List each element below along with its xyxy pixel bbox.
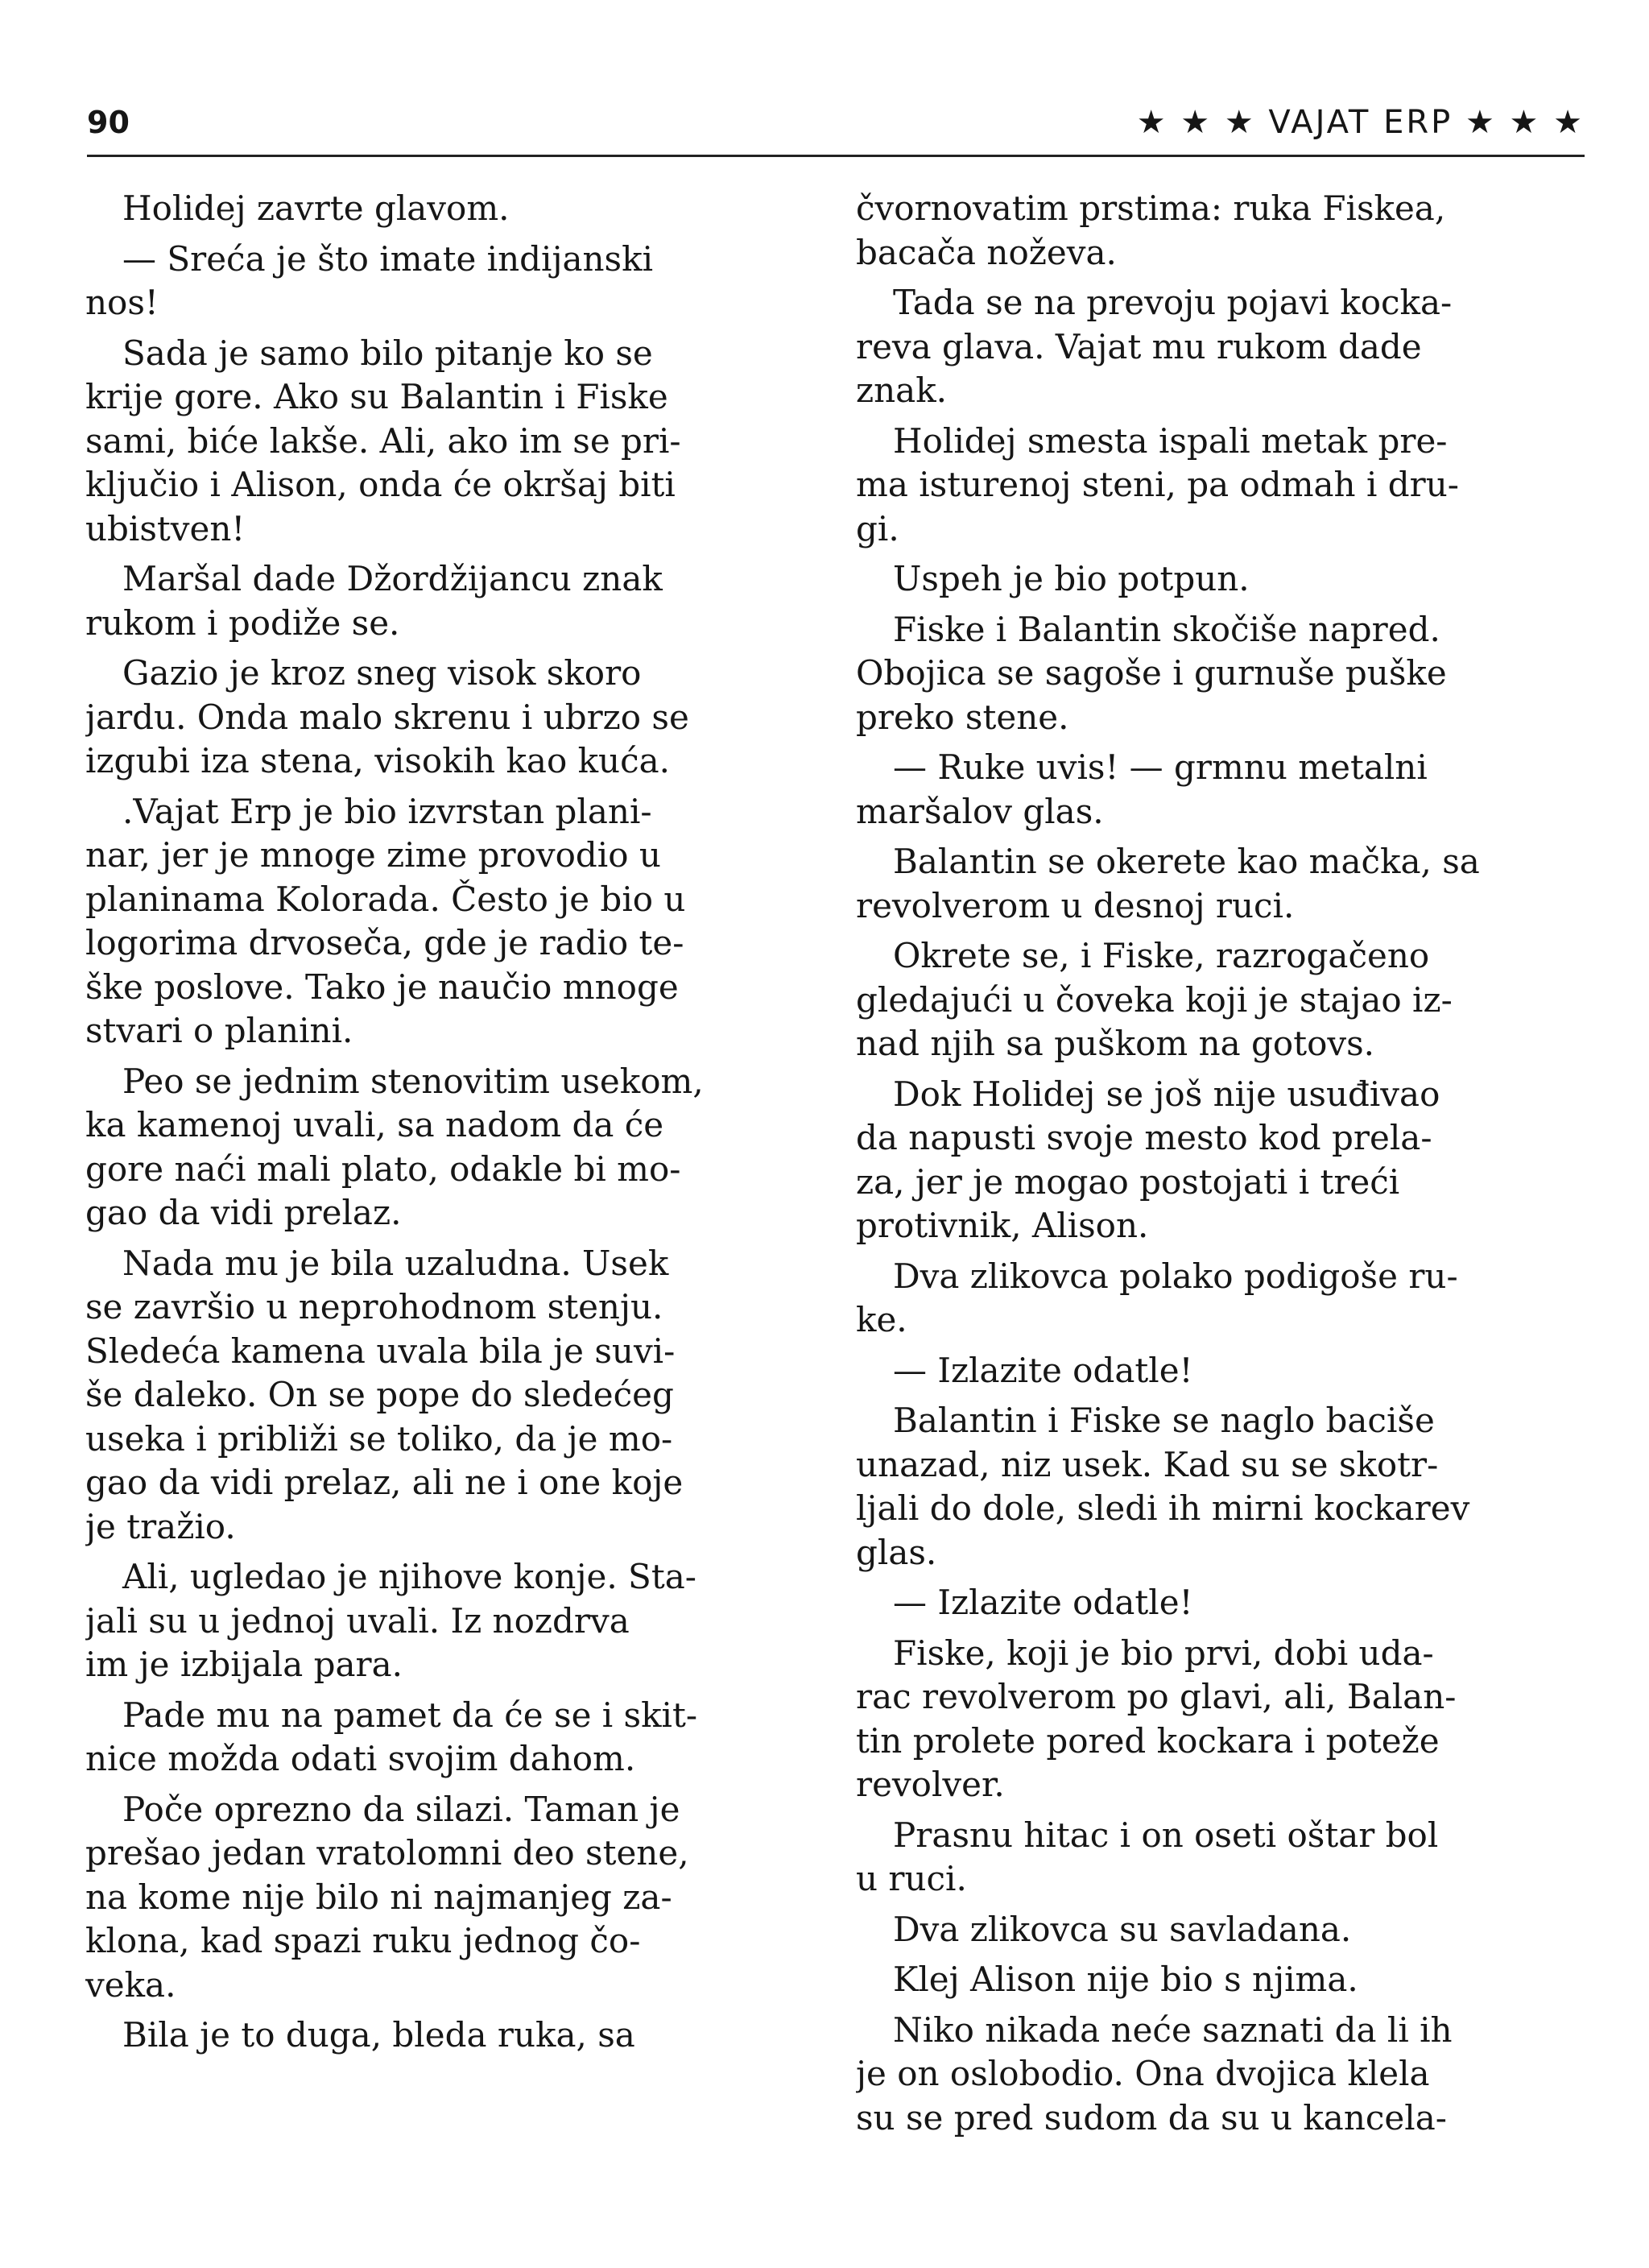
paragraph bbox=[856, 1255, 1589, 1343]
text-line: im je izbijala para. bbox=[85, 1645, 403, 1684]
text-line: Nada mu je bila uzaludna. Usek bbox=[122, 1243, 669, 1283]
paragraph bbox=[856, 1581, 1589, 1625]
paragraph bbox=[856, 2009, 1589, 2141]
text-line: unazad, niz usek. Kad su se skotr- bbox=[856, 1444, 1439, 1484]
text-line: — Izlazite odatle! bbox=[893, 1350, 1193, 1390]
text-line: je on oslobodio. Ona dvojica klela bbox=[856, 2054, 1430, 2093]
text-line: da napusti svoje mesto kod prela- bbox=[856, 1118, 1432, 1157]
running-head: ★ ★ ★ VAJAT ERP ★ ★ ★ bbox=[1136, 104, 1585, 141]
text-line: Bila je to duga, bleda ruka, sa bbox=[122, 2015, 635, 2055]
text-line: je tražio. bbox=[85, 1506, 236, 1546]
text-line: gledajući u čoveka koji je stajao iz- bbox=[856, 979, 1453, 1020]
text-line: prešao jedan vratolomni deo stene, bbox=[85, 1833, 689, 1873]
text-line: se završio u neprohodnom stenju. bbox=[85, 1287, 663, 1326]
paragraph bbox=[856, 1908, 1589, 1952]
text-line: planinama Kolorada. Često je bio u bbox=[85, 879, 686, 919]
text-line: izgubi iza stena, visokih kao kuća. bbox=[85, 741, 671, 780]
paragraph bbox=[856, 1814, 1589, 1902]
paragraph bbox=[856, 608, 1589, 740]
paragraph bbox=[856, 746, 1589, 834]
text-line: Gazio je kroz sneg visok skoro bbox=[122, 653, 642, 693]
text-line: Dok Holidej se još nije usuđivao bbox=[893, 1074, 1440, 1114]
paragraph bbox=[856, 1349, 1589, 1393]
paragraph bbox=[856, 840, 1589, 928]
text-line: tin prolete pored kockara i poteže bbox=[856, 1720, 1440, 1761]
paragraph bbox=[85, 1555, 818, 1687]
paragraph bbox=[856, 1632, 1589, 1807]
paragraph bbox=[856, 187, 1589, 275]
text-line: preko stene. bbox=[856, 697, 1069, 737]
text-line: Klej Alison nije bio s njima. bbox=[893, 1960, 1358, 1999]
right-column bbox=[856, 187, 1589, 2146]
paragraph bbox=[85, 187, 818, 231]
text-line: ubistven! bbox=[85, 508, 246, 548]
paragraph bbox=[85, 2013, 818, 2058]
text-line: Balantin se okerete kao mačka, sa bbox=[893, 842, 1480, 881]
text-line: Niko nikada neće saznati da li ih bbox=[893, 2009, 1453, 2050]
paragraph bbox=[856, 281, 1589, 413]
paragraph bbox=[856, 934, 1589, 1066]
text-line: Sledeća kamena uvala bila je suvi- bbox=[85, 1331, 676, 1371]
page-header bbox=[87, 98, 1585, 147]
text-line: sami, biće lakše. Ali, ako im se pri- bbox=[85, 420, 681, 461]
text-line: stvari o planini. bbox=[85, 1011, 353, 1050]
text-line: gao da vidi prelaz, ali ne i one koje bbox=[85, 1463, 684, 1502]
text-line: na kome nije bilo ni najmanjeg za- bbox=[85, 1877, 672, 1917]
paragraph bbox=[85, 1788, 818, 2008]
text-line: še daleko. On se pope do sledećeg bbox=[85, 1375, 674, 1414]
text-line: ke. bbox=[856, 1300, 907, 1339]
paragraph bbox=[85, 1060, 818, 1235]
text-line: ka kamenoj uvali, sa nadom da će bbox=[85, 1105, 664, 1144]
paragraph bbox=[856, 1958, 1589, 2002]
text-line: ljali do dole, sledi ih mirni kockarev bbox=[856, 1488, 1470, 1528]
text-line: rac revolverom po glavi, ali, Balan- bbox=[856, 1677, 1457, 1716]
text-line: krije gore. Ako su Balantin i Fiske bbox=[85, 377, 668, 416]
text-line: revolverom u desnoj ruci. bbox=[856, 885, 1295, 925]
text-line: Ali, ugledao je njihove konje. Sta- bbox=[122, 1557, 696, 1596]
text-line: Tada se na prevoju pojavi kocka- bbox=[893, 283, 1453, 322]
text-line: u ruci. bbox=[856, 1859, 967, 1898]
paragraph bbox=[85, 790, 818, 1053]
text-line: veka. bbox=[85, 1964, 176, 2005]
text-line: — Izlazite odatle! bbox=[893, 1583, 1193, 1622]
text-line: rukom i podiže se. bbox=[85, 602, 400, 643]
text-line: Poče oprezno da silazi. Taman je bbox=[122, 1789, 680, 1829]
text-line: Sada je samo bilo pitanje ko se bbox=[122, 333, 653, 373]
text-line: protivnik, Alison. bbox=[856, 1206, 1149, 1245]
text-line: nad njih sa puškom na gotovs. bbox=[856, 1024, 1374, 1063]
text-line: Peo se jednim stenovitim usekom, bbox=[122, 1061, 704, 1101]
paragraph bbox=[85, 1242, 818, 1550]
text-line: — Sreća je što imate indijanski bbox=[122, 238, 653, 279]
paragraph bbox=[85, 557, 818, 645]
paragraph bbox=[856, 557, 1589, 602]
text-line: gao da vidi prelaz. bbox=[85, 1193, 402, 1232]
text-line: ške poslove. Tako je naučio mnoge bbox=[85, 966, 679, 1007]
text-line: — Ruke uvis! — grmnu metalni bbox=[893, 747, 1428, 787]
text-line: useka i približi se toliko, da je mo- bbox=[85, 1418, 673, 1459]
text-line: Okrete se, i Fiske, razrogačeno bbox=[893, 936, 1430, 975]
text-line: Dva zlikovca su savladana. bbox=[893, 1909, 1352, 1949]
paragraph bbox=[85, 652, 818, 784]
text-line: Fiske, koji je bio prvi, dobi uda- bbox=[893, 1633, 1434, 1673]
text-line: nice možda odati svojim dahom. bbox=[85, 1739, 636, 1778]
paragraph bbox=[856, 420, 1589, 552]
text-line: Prasnu hitac i on oseti oštar bol bbox=[893, 1815, 1439, 1855]
text-line: znak. bbox=[856, 370, 948, 410]
text-line: ključio i Alison, onda će okršaj biti bbox=[85, 465, 676, 504]
text-line: Dva zlikovca polako podigoše ru- bbox=[893, 1256, 1458, 1296]
paragraph bbox=[856, 1073, 1589, 1248]
text-line: nar, jer je mnoge zime provodio u bbox=[85, 835, 661, 875]
text-line: klona, kad spazi ruku jednog čo- bbox=[85, 1921, 641, 1960]
text-line: Pade mu na pamet da će se i skit- bbox=[122, 1695, 698, 1735]
text-line: nos! bbox=[85, 283, 159, 322]
left-column bbox=[85, 187, 818, 2064]
text-line: Uspeh je bio potpun. bbox=[893, 559, 1250, 598]
text-line: Maršal dade Džordžijancu znak bbox=[122, 559, 663, 598]
header-rule bbox=[87, 155, 1585, 157]
text-line: glas. bbox=[856, 1532, 937, 1572]
text-line: revolver. bbox=[856, 1765, 1005, 1804]
page-number: 90 bbox=[87, 105, 130, 140]
text-line: čvornovatim prstima: ruka Fiskea, bbox=[856, 188, 1446, 228]
text-line: .Vajat Erp je bio izvrstan plani- bbox=[122, 791, 652, 831]
text-line: su se pred sudom da su u kancela- bbox=[856, 2097, 1447, 2138]
text-line: jali su u jednoj uvali. Iz nozdrva bbox=[85, 1600, 630, 1641]
paragraph bbox=[856, 1399, 1589, 1575]
text-line: Obojica se sagoše i gurnuše puške bbox=[856, 653, 1447, 693]
text-line: reva glava. Vajat mu rukom dade bbox=[856, 326, 1422, 366]
text-line: gi. bbox=[856, 508, 899, 548]
text-line: Holidej zavrte glavom. bbox=[122, 188, 510, 228]
text-line: logorima drvoseča, gde je radio te- bbox=[85, 923, 684, 962]
text-line: za, jer je mogao postojati i treći bbox=[856, 1161, 1400, 1202]
text-line: Fiske i Balantin skočiše napred. bbox=[893, 609, 1440, 649]
text-line: ma isturenoj steni, pa odmah i dru- bbox=[856, 465, 1459, 504]
paragraph bbox=[85, 238, 818, 325]
paragraph bbox=[85, 332, 818, 552]
text-line: maršalov glas. bbox=[856, 791, 1104, 831]
text-line: Holidej smesta ispali metak pre- bbox=[893, 420, 1448, 461]
text-line: gore naći mali plato, odakle bi mo- bbox=[85, 1148, 681, 1189]
text-line: bacača noževa. bbox=[856, 232, 1117, 272]
text-line: Balantin i Fiske se naglo baciše bbox=[893, 1401, 1435, 1440]
text-line: jardu. Onda malo skrenu i ubrzo se bbox=[85, 697, 689, 737]
paragraph bbox=[85, 1694, 818, 1782]
